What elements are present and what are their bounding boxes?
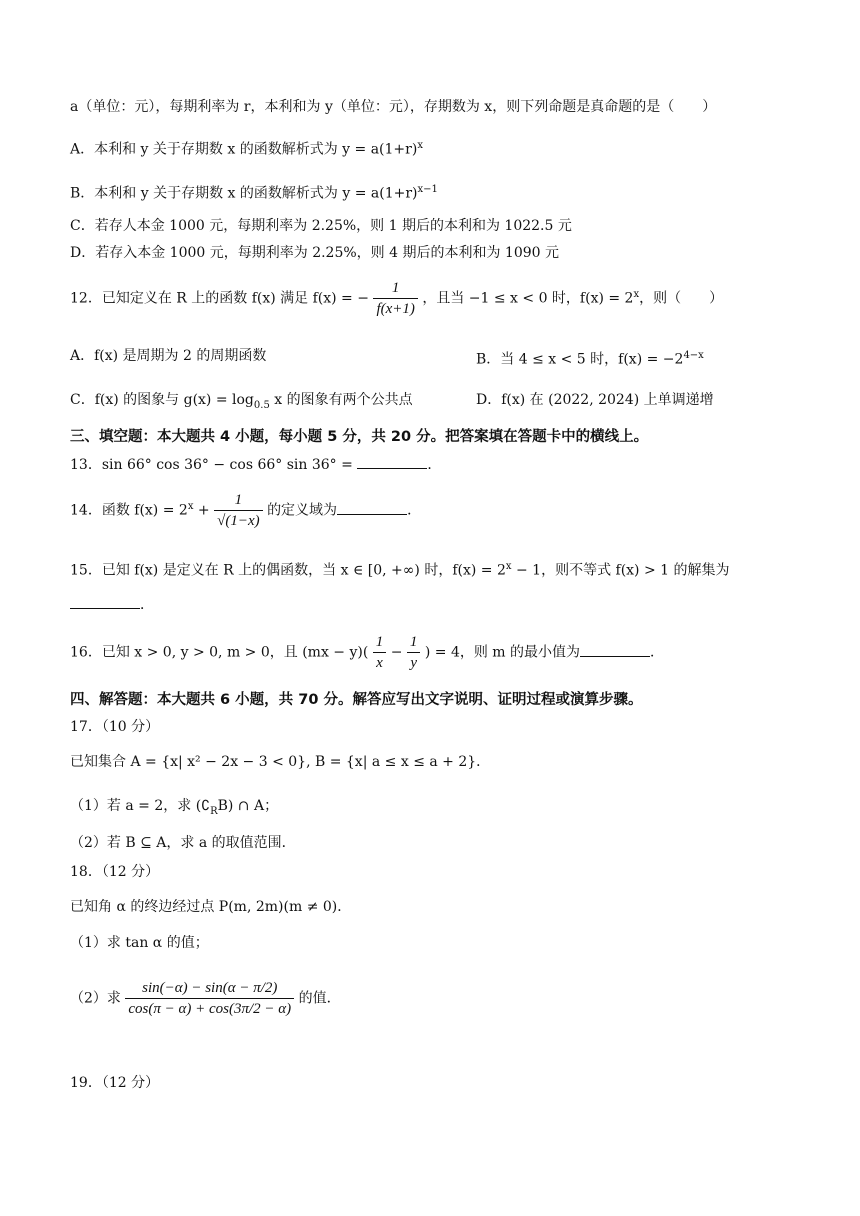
q16-fraction-1: $\frac{1}{x}$ bbox=[373, 632, 387, 673]
q17-part-1: （1）若 a = 2，求 $(∁_RB)$ ∩ A； bbox=[70, 798, 279, 817]
q11-stem: a（单位：元），每期利率为 r，本利和为 y（单位：元），存期数为 x，则下列命题是真命题的是（ ） bbox=[70, 99, 717, 115]
q15-line-2: ． bbox=[70, 594, 154, 615]
section-4-heading: 四、解答题：本大题共 6 小题，共 70 分。解答应写出文字说明、证明过程或演算步骤。 bbox=[70, 692, 643, 708]
answer-blank bbox=[70, 594, 140, 609]
section-3-heading: 三、填空题：本大题共 4 小题，每小题 5 分，共 20 分。把答案填在答题卡中的横线上。 bbox=[70, 429, 649, 445]
answer-blank bbox=[337, 500, 407, 515]
q12-stem: 12．已知定义在 R 上的函数 f(x) 满足 f(x) = − $\frac{1}{f(x+1)}$ ，且当 −1 ≤ x < 0 时，$f(x) = 2^x$，则（ ） bbox=[70, 280, 724, 317]
q18-heading: 18．（12 分） bbox=[70, 864, 160, 880]
q18-fraction: $\frac{\sin(-\alpha) - \sin(\alpha - \pi/2)}{\cos(\pi - \alpha) + \cos(3\pi/2 - \alpha)}$ bbox=[125, 978, 294, 1019]
q12-option-c: C．f(x) 的图象与 $g(x) = \log_{0.5} x$ 的图象有两个公共点 bbox=[70, 392, 413, 411]
answer-blank bbox=[580, 642, 650, 657]
q17-heading: 17．（10 分） bbox=[70, 719, 160, 735]
q11-option-d: D．若存入本金 1000 元，每期利率为 2.25%，则 4 期后的本利和为 1090 元 bbox=[70, 245, 560, 261]
q14-fraction: $\frac{1}{√(1-x)}$ bbox=[214, 490, 263, 531]
q16: 16．已知 x > 0, y > 0, m > 0，且 (mx − y)( $\frac{1}{x}$ − $\frac{1}{y}$ ) = 4，则 m 的最小值为 ． bbox=[70, 634, 665, 671]
q11-option-b: B．本利和 y 关于存期数 x 的函数解析式为 $y = a(1+r)^{x-1}$ bbox=[70, 184, 438, 202]
q11-option-c: C．若存人本金 1000 元，每期利率为 2.25%，则 1 期后的本利和为 1022.5 元 bbox=[70, 218, 572, 234]
q11-option-a: A．本利和 y 关于存期数 x 的函数解析式为 $y = a(1+r)^x$ bbox=[70, 140, 423, 158]
q12-option-b: B．当 4 ≤ x < 5 时，$f(x) = -2^{4-x}$ bbox=[476, 350, 704, 368]
q15-line-1: 15．已知 f(x) 是定义在 R 上的偶函数，当 x ∈ [0, +∞) 时，$f(x) = 2^x - 1$，则不等式 f(x) > 1 的解集为 bbox=[70, 561, 730, 579]
q19-heading: 19．（12 分） bbox=[70, 1075, 160, 1091]
q17-part-2: （2）若 B ⊆ A，求 a 的取值范围． bbox=[70, 835, 296, 851]
q16-fraction-2: $\frac{1}{y}$ bbox=[407, 632, 421, 673]
q13: 13．sin 66° cos 36° − cos 66° sin 36° = ． bbox=[70, 454, 441, 475]
q18-stem: 已知角 α 的终边经过点 P(m, 2m)(m ≠ 0)． bbox=[70, 899, 352, 915]
q18-part-2: （2）求 $\frac{\sin(-\alpha) - \sin(\alpha - \pi/2)}{\cos(\pi - \alpha) + \cos(3\pi/2 - \alpha)}$ 的值． bbox=[70, 980, 341, 1017]
q12-fraction: $\frac{1}{f(x+1)}$ bbox=[373, 278, 417, 319]
q12-option-a: A．f(x) 是周期为 2 的周期函数 bbox=[70, 348, 267, 364]
q12-option-d: D．f(x) 在 (2022, 2024) 上单调递增 bbox=[476, 392, 714, 408]
q17-stem: 已知集合 A = {x| x² − 2x − 3 < 0}, B = {x| a ≤ x ≤ a + 2}． bbox=[70, 754, 491, 770]
q18-part-1: （1）求 tan α 的值； bbox=[70, 935, 209, 951]
answer-blank bbox=[357, 454, 427, 469]
q14: 14．函数 $f(x) = 2^x$ + $\frac{1}{√(1-x)}$ 的定义域为 ． bbox=[70, 492, 422, 529]
